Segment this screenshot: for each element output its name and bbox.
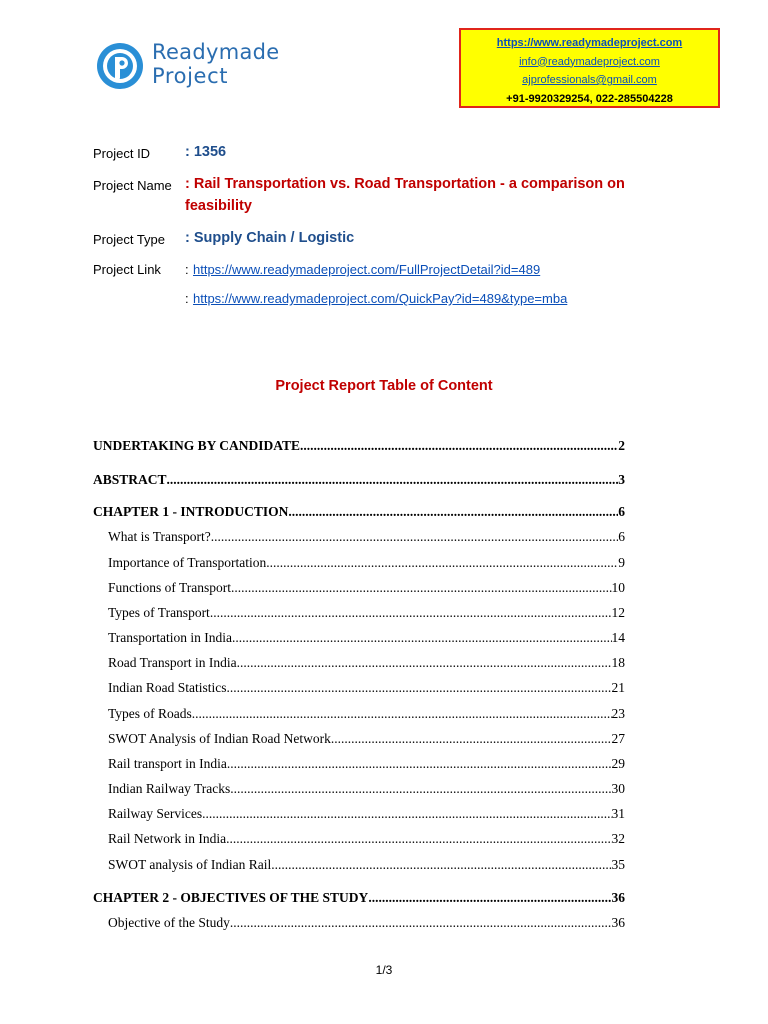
toc-entry-page: 31 bbox=[611, 806, 625, 821]
toc-entry-page: 21 bbox=[611, 680, 625, 695]
toc-entry-title: Types of Roads bbox=[108, 706, 192, 721]
project-name-value-line2: feasibility bbox=[185, 198, 252, 214]
toc-entry-title: UNDERTAKING BY CANDIDATE bbox=[93, 438, 301, 453]
toc-section-entry[interactable] bbox=[108, 605, 625, 621]
toc-entry-title: SWOT Analysis of Indian Road Network bbox=[108, 731, 331, 746]
toc-section-entry[interactable] bbox=[108, 706, 625, 722]
toc-dot-leader bbox=[331, 731, 612, 747]
project-id-label: Project ID bbox=[93, 146, 151, 161]
toc-entry-title: ABSTRACT bbox=[93, 472, 167, 487]
logo bbox=[96, 38, 286, 96]
toc-section-entry[interactable] bbox=[108, 655, 625, 671]
toc-entry-page: 10 bbox=[611, 580, 625, 595]
toc-dot-leader bbox=[266, 555, 618, 571]
page-number: 1/3 bbox=[375, 963, 393, 977]
readymade-project-logo-icon bbox=[96, 42, 144, 90]
email-link-ajprofessionals[interactable]: ajprofessionals@gmail.com bbox=[522, 74, 657, 86]
project-name-label: Project Name bbox=[93, 178, 172, 193]
toc-entry-page: 6 bbox=[618, 529, 625, 544]
toc-entry-title: SWOT analysis of Indian Rail bbox=[108, 857, 272, 872]
toc-section-entry[interactable] bbox=[108, 630, 625, 646]
toc-entry-title: Railway Services bbox=[108, 806, 203, 821]
toc-entry-page: 6 bbox=[618, 504, 625, 519]
toc-entry-title: Indian Railway Tracks bbox=[108, 781, 231, 796]
toc-entry-page: 29 bbox=[611, 756, 625, 771]
toc-dot-leader bbox=[232, 630, 612, 646]
project-link-prefix-1: : bbox=[185, 262, 189, 277]
toc-entry-title: CHAPTER 1 - INTRODUCTION bbox=[93, 504, 289, 519]
toc-entry-title: What is Transport? bbox=[108, 529, 211, 544]
toc-dot-leader bbox=[226, 831, 611, 847]
contact-box bbox=[459, 28, 720, 108]
toc-dot-leader bbox=[288, 504, 618, 520]
toc-chapter-entry[interactable] bbox=[93, 472, 625, 488]
website-link[interactable]: https://www.readymadeproject.com bbox=[496, 37, 683, 49]
toc-entry-page: 36 bbox=[611, 915, 625, 930]
toc-dot-leader bbox=[202, 806, 611, 822]
toc-entry-page: 3 bbox=[618, 472, 625, 487]
toc-dot-leader bbox=[192, 706, 612, 722]
toc-entry-page: 12 bbox=[611, 605, 625, 620]
toc-entry-title: Transportation in India bbox=[108, 630, 232, 645]
toc-section-entry[interactable] bbox=[108, 756, 625, 772]
toc-dot-leader bbox=[237, 655, 612, 671]
email-link-info[interactable]: info@readymadeproject.com bbox=[519, 55, 660, 68]
toc-heading: Project Report Table of Content bbox=[275, 378, 493, 394]
toc-section-entry[interactable] bbox=[108, 806, 625, 822]
toc-chapter-entry[interactable] bbox=[93, 504, 625, 520]
toc-dot-leader bbox=[300, 438, 618, 454]
toc-entry-title: Rail Network in India bbox=[108, 831, 227, 846]
toc-entry-title: Types of Transport bbox=[108, 605, 210, 620]
project-id-value: : 1356 bbox=[185, 144, 227, 160]
toc-chapter-entry[interactable] bbox=[93, 890, 625, 906]
project-link-prefix-2: : bbox=[185, 291, 189, 306]
toc-entry-page: 30 bbox=[611, 781, 625, 796]
toc-entry-page: 9 bbox=[618, 555, 625, 570]
toc-entry-title: Road Transport in India bbox=[108, 655, 237, 670]
toc-entry-title: Rail transport in India bbox=[108, 756, 227, 771]
toc-entry-page: 2 bbox=[618, 438, 625, 453]
project-type-label: Project Type bbox=[93, 232, 166, 247]
toc-dot-leader bbox=[271, 857, 611, 873]
toc-dot-leader bbox=[227, 680, 612, 696]
toc-entry-title: CHAPTER 2 - OBJECTIVES OF THE STUDY bbox=[93, 890, 369, 905]
phone-numbers: +91-9920329254, 022-285504228 bbox=[506, 92, 673, 105]
toc-entry-page: 23 bbox=[611, 706, 625, 721]
toc-section-entry[interactable] bbox=[108, 857, 625, 873]
toc-section-entry[interactable] bbox=[108, 680, 625, 696]
logo-line1: Readymade bbox=[152, 40, 280, 64]
toc-section-entry[interactable] bbox=[108, 831, 625, 847]
toc-dot-leader bbox=[227, 756, 612, 772]
project-name-value-line1: : Rail Transportation vs. Road Transportation - a comparison on bbox=[185, 176, 625, 192]
logo-text bbox=[152, 40, 279, 88]
quick-pay-link[interactable]: https://www.readymadeproject.com/QuickPay?id=489&type=mba bbox=[193, 291, 568, 306]
toc-entry-title: Indian Road Statistics bbox=[108, 680, 227, 695]
toc-dot-leader bbox=[211, 529, 619, 545]
toc-chapter-entry[interactable] bbox=[93, 438, 625, 454]
toc-entry-page: 35 bbox=[611, 857, 625, 872]
toc-section-entry[interactable] bbox=[108, 529, 625, 545]
full-project-detail-link[interactable]: https://www.readymadeproject.com/FullProjectDetail?id=489 bbox=[193, 262, 541, 277]
toc-dot-leader bbox=[231, 580, 611, 596]
project-type-value: : Supply Chain / Logistic bbox=[185, 230, 355, 246]
toc-section-entry[interactable] bbox=[108, 915, 625, 931]
toc-dot-leader bbox=[230, 781, 611, 797]
toc-entry-title: Importance of Transportation bbox=[108, 555, 267, 570]
toc-section-entry[interactable] bbox=[108, 781, 625, 797]
toc-entry-page: 18 bbox=[611, 655, 625, 670]
toc-dot-leader bbox=[167, 472, 619, 488]
toc-dot-leader bbox=[368, 890, 611, 906]
toc-entry-title: Objective of the Study bbox=[108, 915, 230, 930]
toc-entry-page: 27 bbox=[611, 731, 625, 746]
toc-dot-leader bbox=[210, 605, 612, 621]
logo-line2: Project bbox=[152, 64, 229, 88]
toc-entry-page: 32 bbox=[611, 831, 625, 846]
project-link-label: Project Link bbox=[93, 262, 161, 277]
toc-dot-leader bbox=[230, 915, 612, 931]
toc-section-entry[interactable] bbox=[108, 580, 625, 596]
toc-entry-title: Functions of Transport bbox=[108, 580, 232, 595]
toc-entry-page: 14 bbox=[611, 630, 625, 645]
toc-section-entry[interactable] bbox=[108, 731, 625, 747]
toc-section-entry[interactable] bbox=[108, 555, 625, 571]
toc-entry-page: 36 bbox=[611, 890, 625, 905]
